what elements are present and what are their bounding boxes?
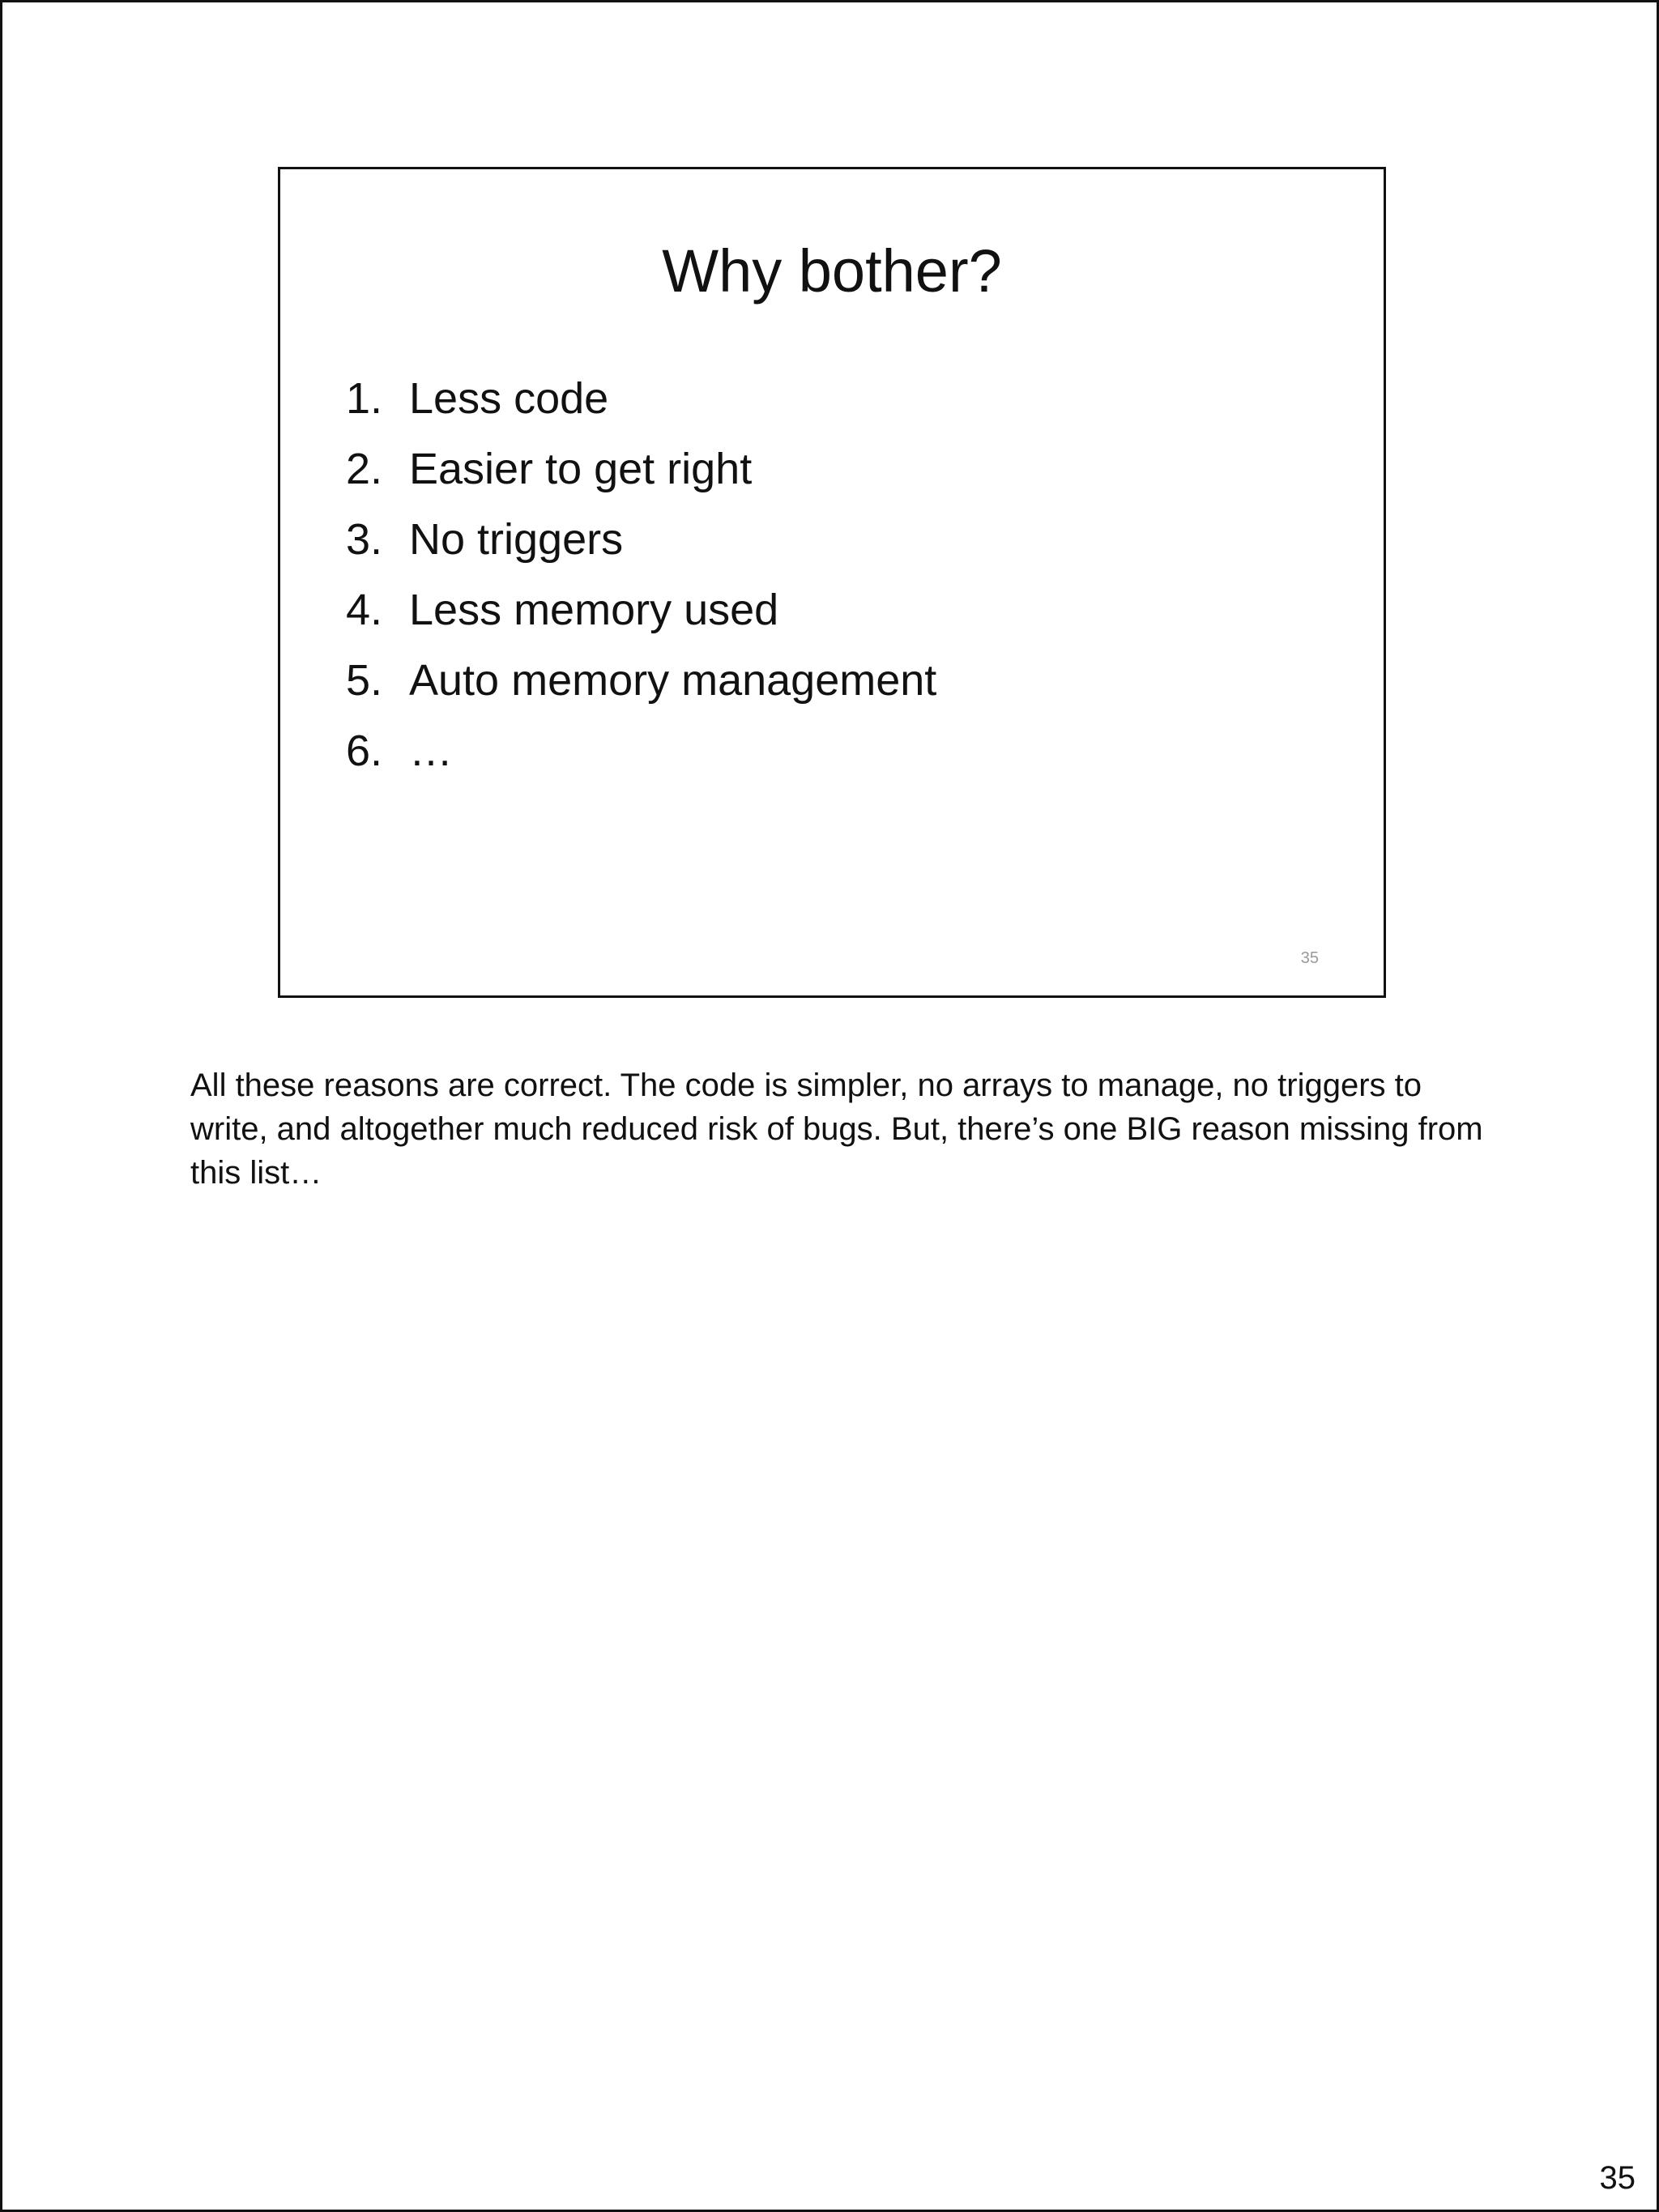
- slide-title: Why bother?: [662, 237, 1002, 305]
- list-item-number: 5.: [346, 656, 383, 705]
- list-item: [346, 646, 936, 716]
- list-item-number: 3.: [346, 515, 383, 564]
- list-item: [346, 505, 936, 575]
- slide-number: 35: [1300, 949, 1319, 967]
- list-item-number: 2.: [346, 445, 383, 493]
- list-item: [346, 716, 936, 786]
- list-item: [346, 575, 936, 646]
- list-item-text: Auto memory management: [409, 656, 937, 705]
- list-item: [346, 434, 936, 505]
- slide-list: [346, 364, 936, 786]
- list-item-text: No triggers: [409, 515, 624, 564]
- slide-thumbnail: [278, 167, 1386, 998]
- speaker-notes: All these reasons are correct. The code is simpler, no arrays to manage, no triggers to write, and altogether much reduced risk of bugs. But, there’s one BIG reason missing from this list…: [190, 1068, 1483, 1191]
- page-number: 35: [1599, 2160, 1636, 2196]
- list-item-text: …: [409, 727, 453, 775]
- list-item: [346, 364, 936, 434]
- list-item-text: Easier to get right: [409, 445, 753, 493]
- list-item-number: 6.: [346, 727, 383, 775]
- list-item-number: 4.: [346, 586, 383, 634]
- list-item-number: 1.: [346, 374, 383, 423]
- list-item-text: Less memory used: [409, 586, 779, 634]
- list-item-text: Less code: [409, 374, 609, 423]
